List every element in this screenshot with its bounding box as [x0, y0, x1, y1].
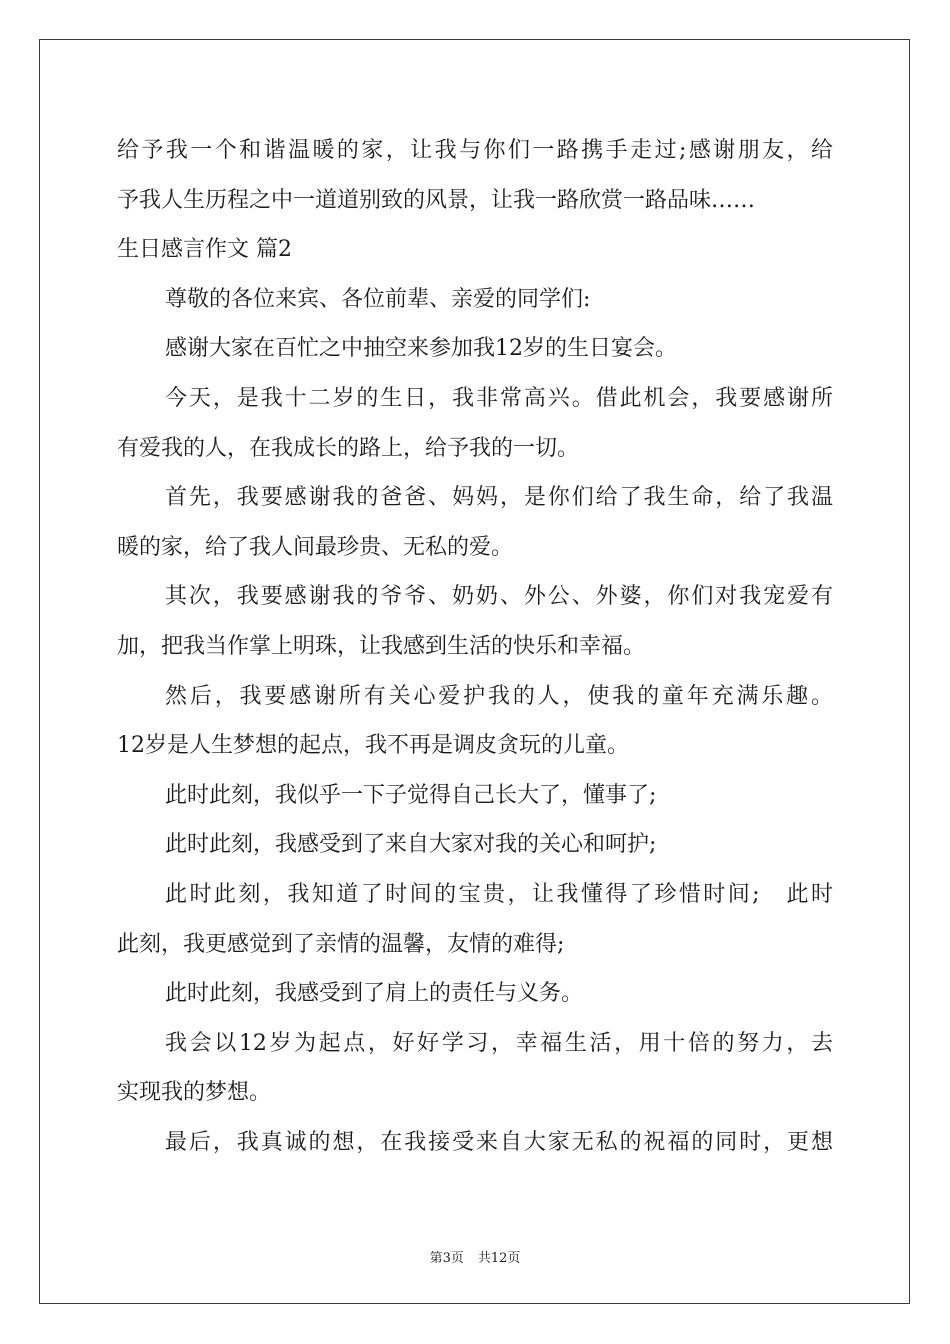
- text-line: 实现我的梦想。: [117, 1080, 272, 1106]
- text-line: 我会以12岁为起点，好好学习，幸福生活，用十倍的努力，去: [165, 1030, 833, 1056]
- text-line: 今天，是我十二岁的生日，我非常高兴。借此机会，我要感谢所: [165, 385, 833, 411]
- text-line: 首先，我要感谢我的爸爸、妈妈，是你们给了我生命，给了我温: [165, 485, 833, 511]
- text-line: 有爱我的人，在我成长的路上，给予我的一切。: [117, 435, 580, 461]
- text-line: 然后，我要感谢所有关心爱护我的人，使我的童年充满乐趣。: [165, 683, 833, 709]
- text-line: 加，把我当作掌上明珠，让我感到生活的快乐和幸福。: [117, 633, 646, 659]
- text-line: 感谢大家在百忙之中抽空来参加我12岁的生日宴会。: [165, 336, 677, 362]
- text-line: 暖的家，给了我人间最珍贵、无私的爱。: [117, 534, 514, 560]
- text-line: 最后，我真诚的想，在我接受来自大家无私的祝福的同时，更想: [165, 1129, 833, 1155]
- text-line: 此时此刻，我感受到了肩上的责任与义务。: [165, 981, 584, 1007]
- text-line: 其次，我要感谢我的爷爷、奶奶、外公、外婆，你们对我宠爱有: [165, 584, 833, 610]
- section-heading: 生日感言作文 篇2: [117, 237, 292, 263]
- text-line: 12岁是人生梦想的起点，我不再是调皮贪玩的儿童。: [117, 733, 629, 759]
- page-footer: [0, 1247, 950, 1266]
- text-line: 此时此刻，我感受到了来自大家对我的关心和呵护;: [165, 832, 657, 858]
- text-line: 此时此刻，我似乎一下子觉得自己长大了，懂事了;: [165, 782, 657, 808]
- text-line: 给予我一个和谐温暖的家，让我与你们一路携手走过;感谢朋友，给: [117, 138, 833, 163]
- text-line: 尊敬的各位来宾、各位前辈、亲爱的同学们:: [165, 286, 591, 312]
- text-line: 此时此刻，我知道了时间的宝贵，让我懂得了珍惜时间; 此时: [165, 881, 833, 907]
- page-total: 共12页: [477, 1251, 521, 1266]
- text-line: 予我人生历程之中一道道别致的风景，让我一路欣赏一路品味……: [117, 187, 756, 213]
- text-line: 此刻，我更感觉到了亲情的温馨，友情的难得;: [117, 931, 565, 957]
- page-number: 第3页: [429, 1251, 464, 1266]
- document-body: [117, 126, 833, 1167]
